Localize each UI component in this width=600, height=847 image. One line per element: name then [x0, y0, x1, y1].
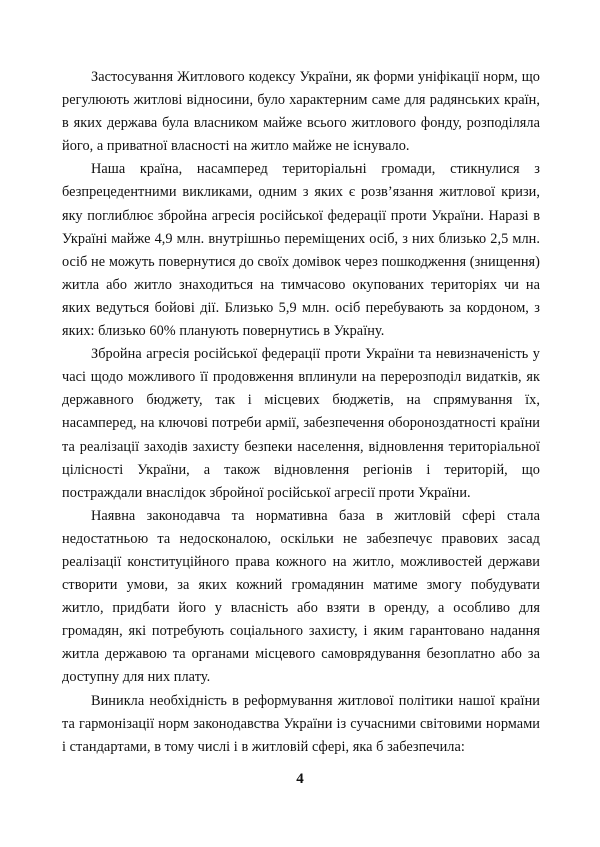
- page-body: [62, 66, 540, 759]
- paragraph-3: Збройна агресія російської федерації проти України та невизначеність у часі щодо можливого її продовження вплинули на перерозподіл видатків, як державного бюджету, так і місцевих бюджетів, на спрямування їх, насамперед, на ключові потреби армії, забезпечення обороноздатності країни та реалізації заходів захисту безпеки населення, відновлення територіальної цілісності України, а також відновлення регіонів і територій, що постраждали внаслідок збройної російської агресії проти України.: [62, 346, 540, 501]
- paragraph-1: Застосування Житлового кодексу України, як форми уніфікації норм, що регулюють житлові відносини, було характерним саме для радянських країн, в яких держава була власником майже всього житлового фонду, розподіляла його, а приватної власності на житло майже не існувало.: [62, 69, 540, 155]
- page-number: 4: [296, 771, 304, 787]
- paragraph-4: Наявна законодавча та нормативна база в житловій сфері стала недостатньою та недосконалою, оскільки не забезпечує правових засад реалізації конституційного права кожного на житло, можливостей держави створити умови, за яких кожний громадянин матиме змогу побудувати житло, придбати його у власність або взяти в оренду, а особливо для громадян, які потребують соціального захисту, і яким гарантовано надання житла державою та органами місцевого самоврядування безоплатно або за доступну для них плату.: [62, 507, 540, 686]
- paragraph-5: Виникла необхідність в реформування житлової політики нашої країни та гармонізації норм законодавства України із сучасними світовими нормами і стандартами, в тому числі і в житловій сфері, яка б забезпечила:: [62, 692, 540, 755]
- paragraph-2: Наша країна, насамперед територіальні громади, стикнулися з безпрецедентними викликами, одним з яких є розв’язання житлової кризи, яку поглиблює збройна агресія російської федерації проти України. Наразі в Україні майже 4,9 млн. внутрішньо переміщених осіб, з них близько 2,5 млн. осіб не можуть повернутися до своїх домівок через пошкодження (знищення) житла або житло знаходиться на тимчасово окупованих територіях чи на яких ведуться бойові дії. Близько 5,9 млн. осіб перебувають за кордоном, з яких: близько 60% планують повернутись в Україну.: [62, 161, 540, 340]
